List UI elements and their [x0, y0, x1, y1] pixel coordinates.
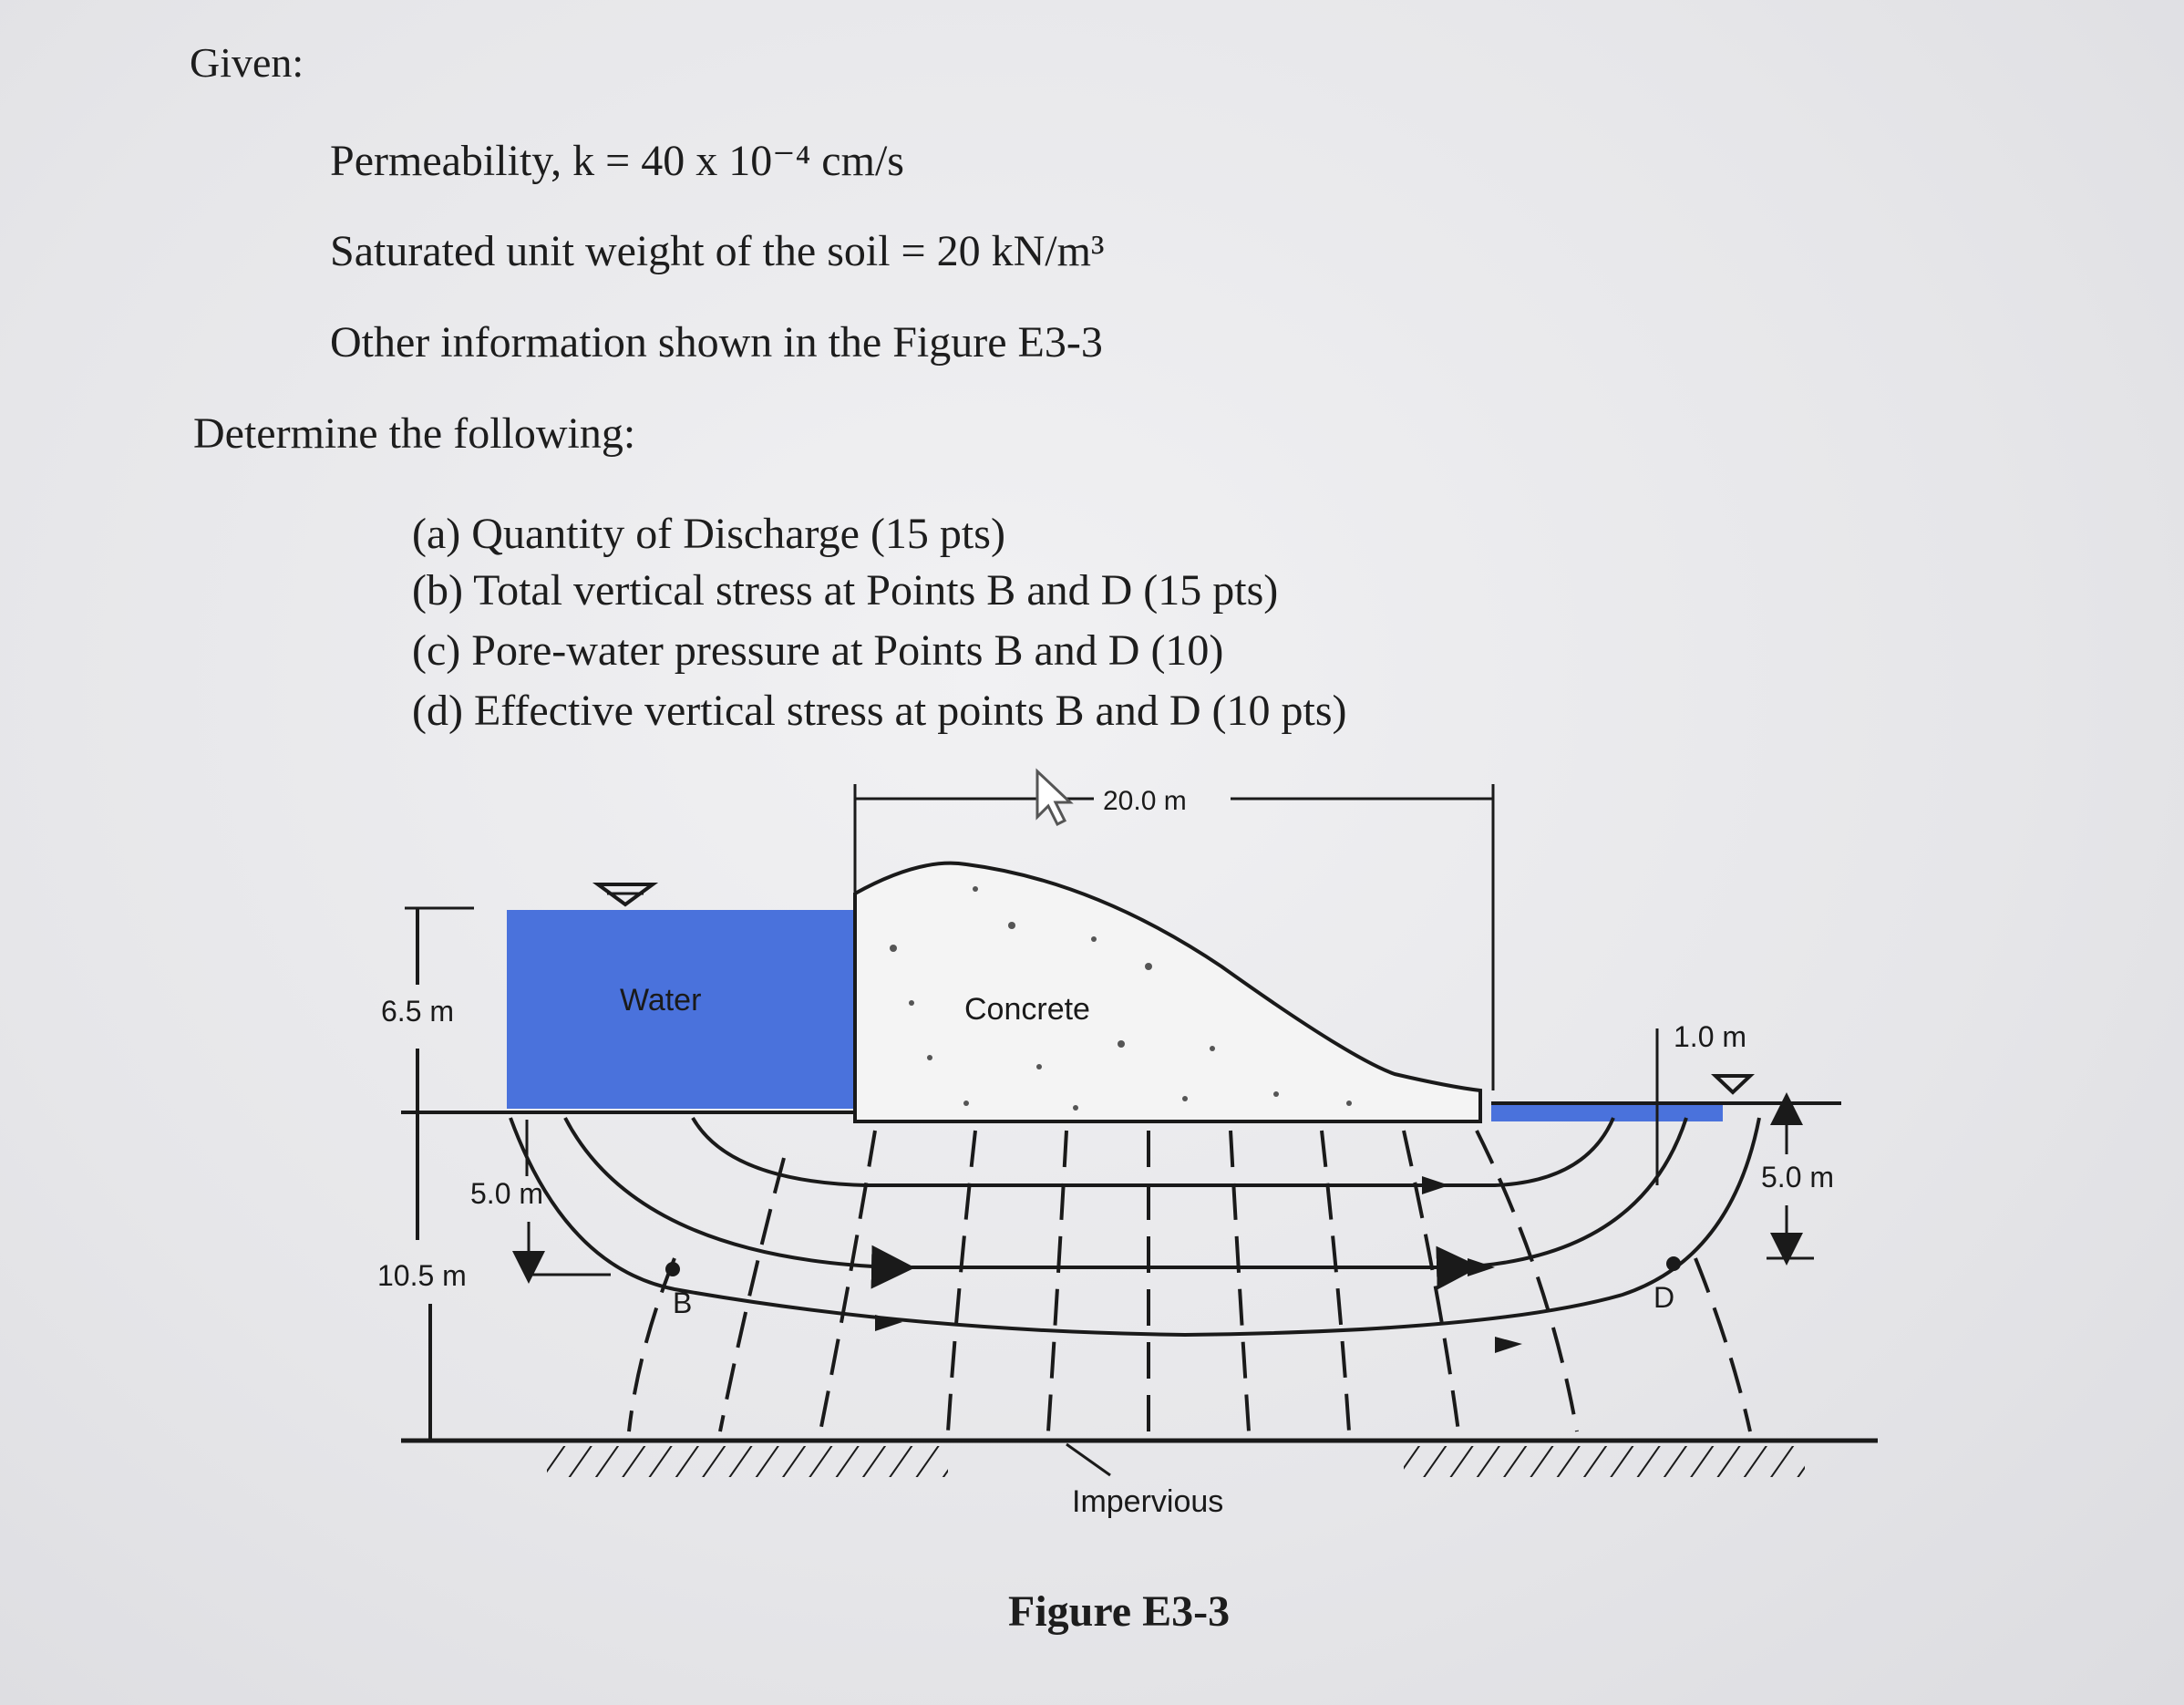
- other-info-text: Other information shown in the Figure E3-3: [330, 318, 1103, 367]
- point-b-label: B: [673, 1286, 693, 1319]
- question-b: (b) Total vertical stress at Points B and D (15 pts): [412, 566, 1279, 615]
- permeability-text: Permeability, k = 40 x 10⁻⁴ cm/s: [330, 137, 904, 185]
- impervious-label: Impervious: [1072, 1484, 1224, 1519]
- tailwater-label: 1.0 m: [1674, 1020, 1747, 1053]
- impervious-hatch-right: [1404, 1446, 1805, 1477]
- determine-heading: Determine the following:: [193, 409, 636, 458]
- given-heading: Given:: [190, 39, 304, 86]
- point-d-label: D: [1653, 1281, 1675, 1314]
- layer-thickness-label: 10.5 m: [377, 1259, 467, 1292]
- flow-lines: [510, 1118, 1759, 1335]
- question-d: (d) Effective vertical stress at points B and D (10 pts): [412, 687, 1347, 735]
- question-c: (c) Pore-water pressure at Points B and D (10): [412, 626, 1224, 675]
- unit-weight-text: Saturated unit weight of the soil = 20 kN/m³: [330, 227, 1105, 275]
- concrete-label: Concrete: [964, 992, 1090, 1027]
- point-d-marker: [1666, 1256, 1681, 1271]
- mouse-cursor-icon: [1037, 771, 1070, 824]
- dam-width-label: 20.0 m: [1103, 786, 1187, 816]
- water-label: Water: [620, 983, 702, 1018]
- concrete-dam: [855, 863, 1480, 1121]
- upstream-head-label: 6.5 m: [381, 995, 455, 1028]
- question-a: (a) Quantity of Discharge (15 pts): [412, 510, 1005, 558]
- point-b-marker: [665, 1262, 680, 1276]
- depth-b-label: 5.0 m: [470, 1177, 544, 1210]
- depth-d-label: 5.0 m: [1761, 1161, 1835, 1194]
- figure-caption: Figure E3-3: [1008, 1587, 1231, 1636]
- equipotential-lines: [629, 1131, 1750, 1431]
- tailwater-level-icon: [1715, 1076, 1750, 1092]
- impervious-hatch-left: [547, 1446, 948, 1477]
